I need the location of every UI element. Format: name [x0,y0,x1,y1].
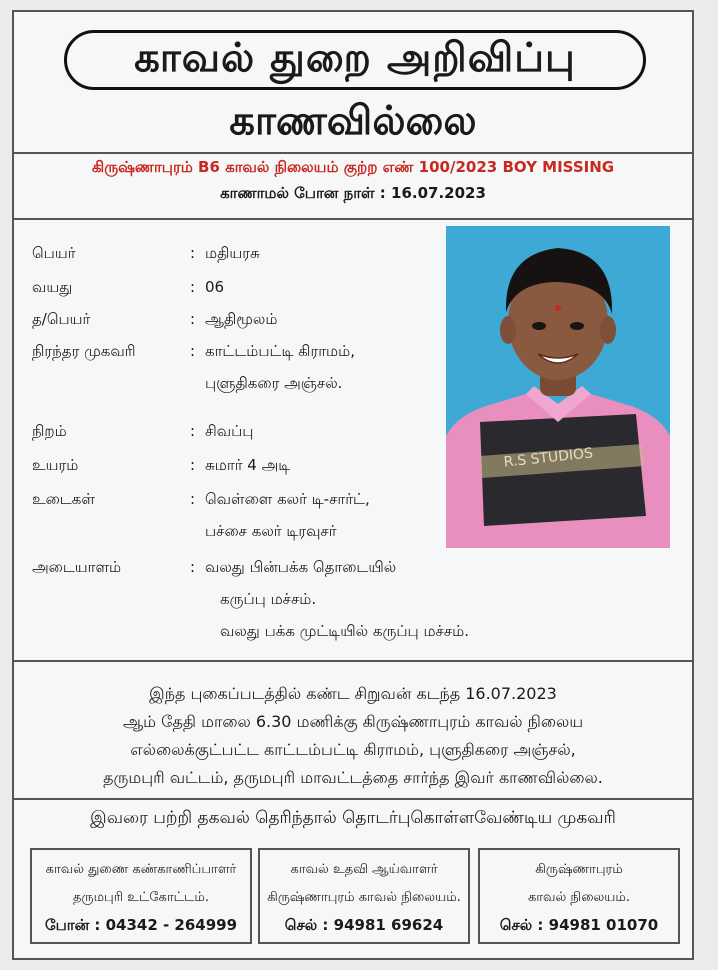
detail-value: சிவப்பு [205,422,254,440]
detail-label: நிறம் [32,422,67,440]
case-number: கிருஷ்ணாபுரம் B6 காவல் நிலையம் குற்ற எண் 100/2023 BOY MISSING [91,158,615,176]
detail-value: வெள்ளை கலர் டி-சார்ட், [205,490,370,508]
detail-value-cont: கருப்பு மச்சம். [220,590,317,608]
detail-value-cont: பச்சை கலர் டிரவுசர் [205,522,337,540]
shirt-print-text: R.S STUDIOS [503,445,594,471]
description-line: எல்லைக்குட்பட்ட காட்டம்பட்டி கிராமம், புளுதிகரை அஞ்சல், [130,740,576,759]
notice-title: காவல் துறை அறிவிப்பு [64,30,646,90]
contact-office: காவல் நிலையம். [527,890,631,905]
contact-phone: செல் : 94981 01070 [499,916,659,934]
detail-label: நிரந்தர முகவரி [32,342,136,360]
divider [14,660,692,662]
contact-box-station [478,848,680,944]
detail-value: வலது பின்பக்க தொடையில் [205,558,397,576]
contact-heading: இவரை பற்றி தகவல் தெரிந்தால் தொடர்புகொள்ளவேண்டிய முகவரி [90,808,616,828]
description-line: ஆம் தேதி மாலை 6.30 மணிக்கு கிருஷ்ணாபுரம் காவல் நிலைய [122,712,584,731]
contact-box-dsp [30,848,252,944]
divider [14,152,692,154]
divider [14,218,692,220]
contact-role: காவல் உதவி ஆய்வாளர் [290,862,438,877]
detail-label: உயரம் [32,456,79,474]
contact-office: தருமபுரி உட்கோட்டம். [73,890,209,905]
divider [14,798,692,800]
detail-value: மதியரசு [205,244,260,262]
notice-sheet: காவல் துறை அறிவிப்பு காணவில்லை கிருஷ்ணாபுரம் B6 காவல் நிலையம் குற்ற எண் 100/2023 BOY MISSING காணாமல் போன நாள் : 16.07.2023 பெயர் : மதியரசு வயது : 06 த/பெயர் : ஆதிமூலம் நிரந்தர முகவரி : காட்டம்பட்டி கிராமம், புளுதிகரை அஞ்சல். நிறம் : சிவப்பு உயரம் : சுமார் 4 அடி உடைகள் : வெள்ளை கலர் டி-சார்ட், பச்சை கலர் டிரவுசர் அடையாளம் : வலது பின்பக்க தொடையில் கருப்பு மச்சம். வலது பக்க முட்டியில் கருப்பு மச்சம். R.S STUDIOS இந்த புகைப்படத்தில் கண்ட சிறுவன் கடந்த 16.07.2023 ஆம் தேதி மாலை 6.30 மணிக்கு கிருஷ்ணாபுரம் காவல் நிலைய எல்லைக்குட்பட்ட காட்டம்பட்டி கிராமம், புளுதிகரை அஞ்சல், தருமபுரி வட்டம், தருமபுரி மாவட்டத்தை சார்ந்த இவர் காணவில்லை. இவரை பற்றி தகவல் தெரிந்தால் தொடர்புகொள்ளவேண்டிய முகவரி காவல் துணை கண்காணிப்பாளர் தருமபுரி உட்கோட்டம். போன் : 04342 - 264999 காவல் உதவி ஆய்வாளர் கிருஷ்ணாபுரம் காவல் நிலையம். செல் : 94981 69624 கிருஷ்ணாபுரம் காவல் நிலையம். செல் : 94981 01070 [12,10,694,960]
description-line: தருமபுரி வட்டம், தருமபுரி மாவட்டத்தை சார்ந்த இவர் காணவில்லை. [103,768,603,787]
detail-label: வயது [32,278,73,296]
detail-value-cont: புளுதிகரை அஞ்சல். [205,374,343,392]
detail-value-cont: வலது பக்க முட்டியில் கருப்பு மச்சம். [220,622,469,640]
detail-value: சுமார் 4 அடி [205,456,291,474]
description-paragraph [14,680,692,792]
detail-label: உடைகள் [32,490,95,508]
contact-office: கிருஷ்ணாபுரம் காவல் நிலையம். [267,890,461,905]
detail-label: அடையாளம் [32,558,122,576]
contact-role: காவல் துணை கண்காணிப்பாளர் [45,862,237,877]
detail-value: ஆதிமூலம் [205,310,278,328]
description-line: இந்த புகைப்படத்தில் கண்ட சிறுவன் கடந்த 16.07.2023 [149,684,557,703]
contact-role: கிருஷ்ணாபுரம் [535,862,623,877]
detail-label: பெயர் [32,244,76,262]
contact-phone: செல் : 94981 69624 [284,916,444,934]
boy-photo [446,226,670,548]
contact-phone: போன் : 04342 - 264999 [44,916,238,934]
detail-label: த/பெயர் [32,310,91,328]
detail-value: 06 [205,278,225,296]
detail-value: காட்டம்பட்டி கிராமம், [205,342,355,360]
missing-date: காணாமல் போன நாள் : 16.07.2023 [220,184,486,202]
missing-heading: காணவில்லை [229,98,477,144]
contact-box-si [258,848,470,944]
